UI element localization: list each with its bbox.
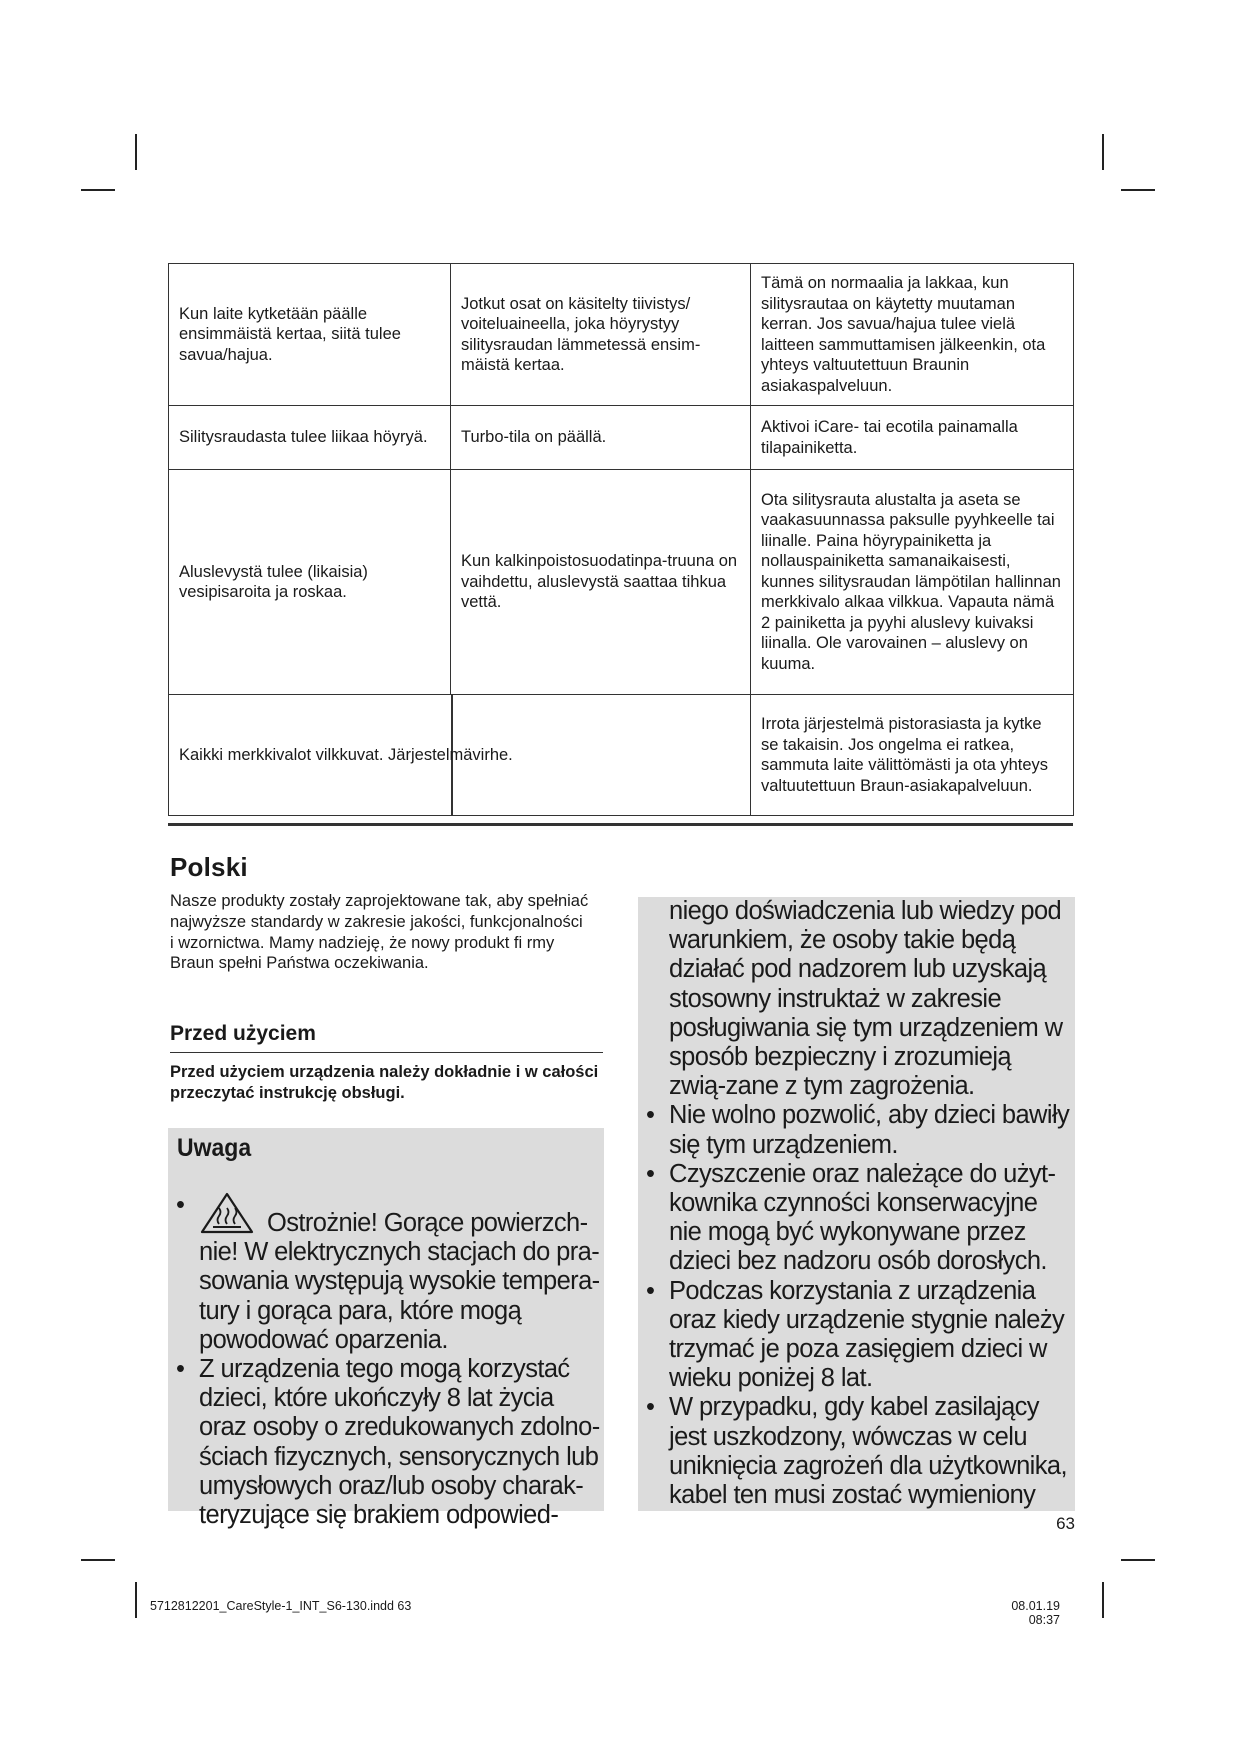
- remedy-cell: Aktivoi iCare- tai ecotila painamalla tilapainiketta.: [751, 406, 1074, 470]
- warning-bullet: [646, 1277, 1073, 1394]
- problem-cell: Kun laite kytketään päälle ensimmäistä kertaa, siitä tulee savua/hajua.: [169, 264, 451, 406]
- bullet-dot: •: [646, 1159, 655, 1188]
- warning-box-right: [638, 897, 1075, 1511]
- warning-bullet-text: Z urządzenia tego mogą korzystać dzieci, które ukończyły 8 lat życia oraz osoby o zredukowanych zdolno-ściach fizycznych, sensorycznych lub umysłowych oraz/lub osoby charak-teryzujące się brakiem odpowied-: [199, 1355, 600, 1530]
- continuation-text: niego doświadczenia lub wiedzy pod warunkiem, że osoby takie będą działać pod nadzorem lub uzyskają stosowny instruktaż w zakresie posługiwania się tym urządzeniem w sposób bezpieczny i zrozumieją zwią-zane z tym zagrożenia.: [669, 897, 1063, 1101]
- crop-mark-top-left-horizontal: [81, 189, 115, 191]
- crop-mark-top-right-horizontal: [1121, 189, 1155, 191]
- remedy-cell: Irrota järjestelmä pistorasiasta ja kytke se takaisin. Jos ongelma ei ratkea, sammuta laite välittömästi ja ota yhteys valtuutettuun Braun-asiakapalveluun.: [751, 695, 1074, 816]
- bullet-dot: •: [176, 1191, 185, 1219]
- problem-cell: Aluslevystä tulee (likaisia) vesipisaroita ja roskaa.: [169, 470, 451, 695]
- subheading-before-use: Przed użyciem: [170, 1022, 603, 1053]
- warning-bullet-text: Czyszczenie oraz należące do użyt-kownika czynności konserwacyjne nie mogą być wykonywane przez dzieci bez nadzoru osób dorosłych.: [669, 1159, 1056, 1276]
- footer-datetime: 08.01.19 08:37: [1011, 1599, 1060, 1627]
- cause-cell: Turbo-tila on päällä.: [451, 406, 751, 470]
- crop-mark-bottom-right-vertical: [1102, 1582, 1104, 1618]
- section-heading-polski: Polski: [170, 852, 248, 882]
- read-instructions-note: Przed użyciem urządzenia należy dokładnie i w całości przeczytać instrukcję obsługi.: [170, 1063, 599, 1102]
- warning-bullet-text: W przypadku, gdy kabel zasilający jest uszkodzony, wówczas w celu uniknięcia zagrożeń dla użytkownika, kabel ten musi zostać wymieniony: [669, 1393, 1067, 1510]
- cause-cell: Kun kalkinpoistosuodatinpa-truuna on vaihdettu, aluslevystä saattaa tihkua vettä.: [451, 470, 751, 695]
- bullet-dot: •: [646, 1101, 655, 1130]
- remedy-cell: Ota silitysrauta alustalta ja aseta se vaakasuunnassa paksulle pyyhkeelle tai liinalle. Paina höyrypainiketta ja nollauspainiketta samanaikaisesti, kunnes silitysraudan lämpötilan hallinnan merkkivalo alkaa vilkkua. Vapauta nämä 2 painiketta ja pyyhi aluslevy kuivaksi liinalla. Ole varovainen – aluslevy on kuuma.: [751, 470, 1074, 695]
- crop-mark-top-right-vertical: [1102, 134, 1104, 170]
- warning-bullet: [646, 1160, 1073, 1277]
- warning-text-right: [646, 897, 1073, 1510]
- warning-bullet-text: Podczas korzystania z urządzenia oraz kiedy urządzenie stygnie należy trzymać je poza zasięgiem dzieci w wieku poniżej 8 lat.: [669, 1276, 1065, 1393]
- footer-file-info: 5712812201_CareStyle-1_INT_S6-130.indd 63: [150, 1599, 412, 1613]
- remedy-cell: Tämä on normaalia ja lakkaa, kun silitysrautaa on käytetty muutaman kerran. Jos savua/hajua tulee vielä laitteen sammuttamisen jälkeenkin, ota yhteys valtuutettuun Braunin asiakaspalveluun.: [751, 264, 1074, 406]
- troubleshooting-table: [168, 263, 1074, 816]
- crop-mark-bottom-right-horizontal: [1121, 1559, 1155, 1561]
- bullet-dot: •: [646, 1276, 655, 1305]
- warning-text-left: [176, 1191, 601, 1530]
- warning-bullet-text: Ostrożnie! Gorące powierzch-nie! W elektrycznych stacjach do pra-sowania występują wysokie tempera-tury i gorąca para, które mogą powodować oparzenia.: [199, 1209, 600, 1354]
- problem-cell: Silitysraudasta tulee liikaa höyryä.: [169, 406, 451, 470]
- problem-cause-cell: [169, 695, 751, 816]
- warning-box-left: [168, 1128, 604, 1530]
- intro-paragraph: Nasze produkty zostały zaprojektowane tak, aby spełniać najwyższe standardy w zakresie jakości, funkcjonalności i wzornictwa. Mamy nadzieję, że nowy produkt fi rmy Braun spełni Państwa oczekiwania.: [170, 892, 589, 973]
- crop-mark-top-left-vertical: [135, 134, 137, 170]
- warning-bullet: [646, 1393, 1073, 1510]
- table-row: [169, 695, 1074, 816]
- crop-mark-bottom-left-horizontal: [81, 1559, 115, 1561]
- warning-bullet: [176, 1355, 601, 1530]
- warning-title: Uwaga: [177, 1134, 252, 1162]
- bullet-dot: •: [176, 1355, 185, 1384]
- table-row: [169, 406, 1074, 470]
- table-row: [169, 264, 1074, 406]
- warning-bullet: [646, 1101, 1073, 1159]
- problem-cause-text: Kaikki merkkivalot vilkkuvat. Järjestelmävirhe.: [179, 745, 513, 764]
- hot-surface-warning-icon: [199, 1191, 255, 1235]
- warning-bullet-text: Nie wolno pozwolić, aby dzieci bawiły się tym urządzeniem.: [669, 1101, 1070, 1159]
- table-row: [169, 470, 1074, 695]
- bullet-dot: •: [646, 1393, 655, 1422]
- cause-cell: Jotkut osat on käsitelty tiivistys/ voiteluaineella, joka höyrystyy silitysraudan lämmetessä ensim-mäistä kertaa.: [451, 264, 751, 406]
- crop-mark-bottom-left-vertical: [135, 1582, 137, 1618]
- page-number: 63: [1056, 1514, 1075, 1533]
- section-divider: [168, 823, 1073, 826]
- warning-bullet: [176, 1191, 601, 1355]
